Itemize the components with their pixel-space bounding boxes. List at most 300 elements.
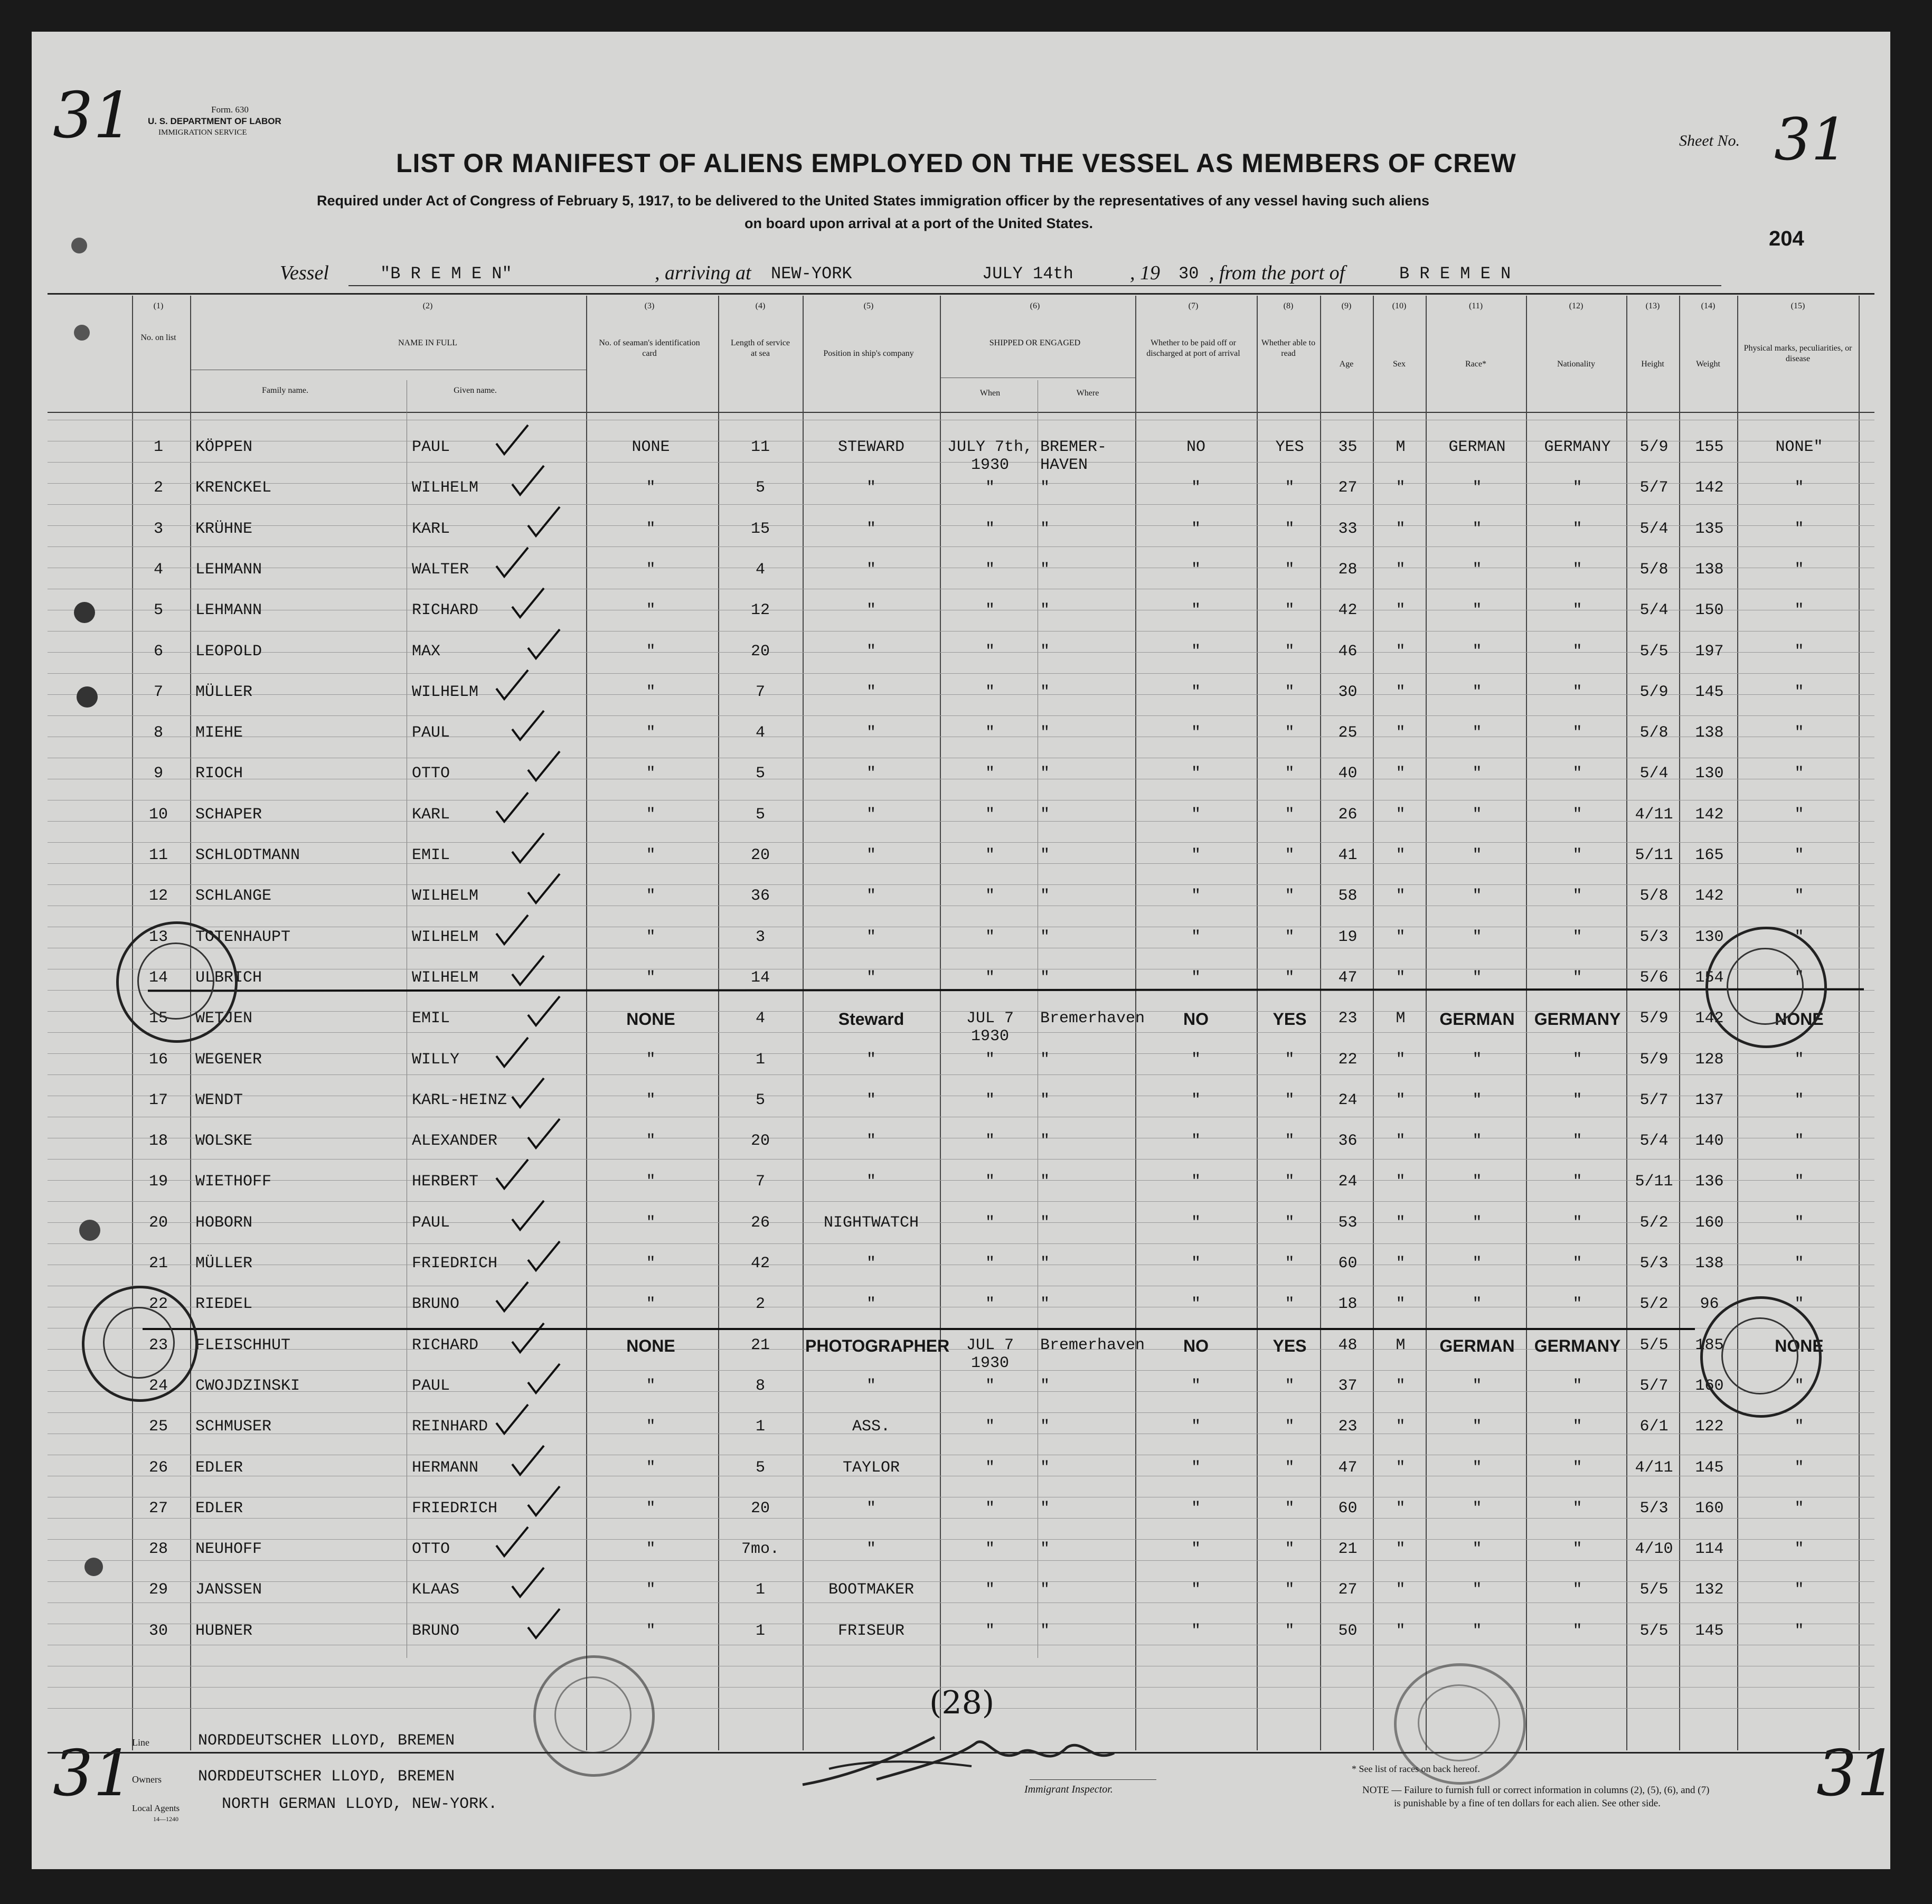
ruled-line — [48, 1201, 1874, 1202]
column-rule — [1257, 296, 1258, 1750]
col4-header: Length of service at sea — [731, 338, 790, 358]
cell-no: 10 — [148, 805, 168, 824]
vessel-name: "B R E M E N" — [380, 264, 512, 284]
cell-sex: " — [1396, 887, 1406, 906]
cell-height: 5/3 — [1639, 928, 1669, 946]
arriving-label: , arriving at — [655, 262, 751, 284]
cell-family: WOLSKE — [195, 1132, 253, 1151]
cell-read: " — [1285, 1418, 1295, 1436]
cell-paid: " — [1191, 887, 1201, 906]
cell-height: 5/7 — [1639, 479, 1669, 497]
cell-read: " — [1285, 1499, 1295, 1517]
cell-position: " — [866, 560, 876, 579]
cell-age: 24 — [1338, 1173, 1358, 1191]
cell-height: 5/4 — [1639, 765, 1669, 783]
cell-marks: " — [1794, 1540, 1804, 1559]
cell-read: " — [1285, 1213, 1295, 1232]
binding-hole — [74, 325, 90, 341]
cell-age: 47 — [1338, 968, 1358, 987]
cell-sex: " — [1396, 968, 1406, 987]
cell-when: " — [985, 1458, 995, 1477]
binding-hole — [84, 1558, 103, 1576]
cell-race: " — [1472, 928, 1482, 946]
cell-card: " — [646, 805, 656, 824]
cell-family: RIOCH — [195, 765, 243, 783]
cell-paid: " — [1191, 520, 1201, 538]
cell-card: " — [646, 1091, 656, 1109]
cell-card: " — [646, 1213, 656, 1232]
cell-paid: " — [1191, 1213, 1201, 1232]
cell-family: MÜLLER — [195, 1255, 253, 1273]
cell-age: 28 — [1338, 560, 1358, 579]
check-mark-icon — [507, 953, 549, 990]
cell-where: Bremerhaven — [1040, 1336, 1145, 1354]
cell-nationality: " — [1572, 642, 1582, 661]
cell-family: FLEISCHHUT — [195, 1336, 291, 1354]
cell-when: " — [985, 520, 995, 538]
cell-where2: HAVEN — [1040, 456, 1088, 474]
cell-sex: " — [1396, 642, 1406, 661]
ruled-line — [48, 1074, 1874, 1075]
cell-race: " — [1472, 1622, 1482, 1640]
cell-age: 18 — [1338, 1295, 1358, 1314]
cell-sex: " — [1396, 1173, 1406, 1191]
from-port: B R E M E N — [1399, 264, 1511, 284]
cell-given: KARL — [412, 805, 450, 824]
cell-position: FRISEUR — [837, 1622, 905, 1640]
cell-no: 23 — [148, 1336, 168, 1354]
cell-read: YES — [1273, 1336, 1307, 1355]
cell-race: " — [1472, 1581, 1482, 1599]
cell-where: " — [1040, 1540, 1050, 1559]
cell-marks: " — [1794, 765, 1804, 783]
cell-height: 5/4 — [1639, 520, 1669, 538]
cell-family: KRÜHNE — [195, 520, 253, 538]
cell-when: " — [985, 805, 995, 824]
cell-race: " — [1472, 1295, 1482, 1314]
manifest-title: LIST OR MANIFEST OF ALIENS EMPLOYED ON THE VESSEL AS MEMBERS OF CREW — [396, 148, 1516, 178]
check-mark-icon — [523, 871, 565, 908]
cell-marks: " — [1794, 1418, 1804, 1436]
col6-when-header: When — [979, 389, 1001, 398]
cell-marks: " — [1794, 968, 1804, 987]
cell-position: BOOTMAKER — [828, 1581, 915, 1599]
check-mark-icon — [523, 1484, 565, 1521]
cell-card: " — [646, 1255, 656, 1273]
cell-nationality: " — [1572, 1091, 1582, 1109]
cell-weight: 165 — [1695, 846, 1724, 864]
cell-race: " — [1472, 1091, 1482, 1109]
cell-marks: " — [1794, 846, 1804, 864]
cell-family: WIETHOFF — [195, 1173, 272, 1191]
cell-service: 7 — [755, 1173, 765, 1191]
cell-where: " — [1040, 560, 1050, 579]
cell-card: " — [646, 560, 656, 579]
owners-value: NORDDEUTSCHER LLOYD, BREMEN — [198, 1768, 455, 1786]
cell-family: HOBORN — [195, 1213, 253, 1232]
cell-given: WILHELM — [412, 683, 479, 701]
cell-no: 18 — [148, 1132, 168, 1151]
cell-weight: 145 — [1695, 1622, 1724, 1640]
cell-where: " — [1040, 683, 1050, 701]
cell-family: EDLER — [195, 1499, 243, 1517]
ruled-line — [48, 673, 1874, 674]
cell-given: KARL — [412, 520, 450, 538]
cell-given: WILHELM — [412, 928, 479, 946]
cell-where: " — [1040, 1377, 1050, 1395]
cell-read: " — [1285, 1050, 1295, 1069]
column-rule — [1679, 296, 1680, 1750]
cell-weight: 136 — [1695, 1173, 1724, 1191]
cell-height: 5/4 — [1639, 1132, 1669, 1151]
cell-height: 4/11 — [1635, 805, 1673, 824]
column-rule — [1320, 296, 1321, 1750]
cell-age: 58 — [1338, 887, 1358, 906]
cell-no: 13 — [148, 928, 168, 946]
cell-card: " — [646, 1499, 656, 1517]
cell-card: " — [646, 1458, 656, 1477]
cell-marks: " — [1794, 1050, 1804, 1069]
arrival-date: JULY 14th — [982, 264, 1073, 284]
cell-when2: 1930 — [970, 1354, 1009, 1372]
cell-where: " — [1040, 1499, 1050, 1517]
cell-marks: " — [1794, 887, 1804, 906]
cell-no: 28 — [148, 1540, 168, 1559]
cell-age: 40 — [1338, 765, 1358, 783]
cell-service: 15 — [750, 520, 770, 538]
cell-card: " — [646, 479, 656, 497]
check-mark-icon — [491, 422, 533, 459]
cell-position: " — [866, 724, 876, 742]
passenger-count: (28) — [929, 1684, 995, 1721]
cell-read: " — [1285, 846, 1295, 864]
cell-no: 30 — [148, 1622, 168, 1640]
cell-height: 5/5 — [1639, 1622, 1669, 1640]
cell-position: " — [866, 1255, 876, 1273]
cell-paid: " — [1191, 1499, 1201, 1517]
cell-nationality: " — [1572, 765, 1582, 783]
cell-weight: 96 — [1700, 1295, 1719, 1314]
cell-where: " — [1040, 1458, 1050, 1477]
cell-card: " — [646, 1050, 656, 1069]
cell-card: NONE — [626, 1010, 675, 1029]
cell-when: " — [985, 1377, 995, 1395]
consulate-stamp — [1705, 927, 1827, 1048]
cell-given: REINHARD — [412, 1418, 488, 1436]
cell-height: 5/8 — [1639, 560, 1669, 579]
cell-age: 36 — [1338, 1132, 1358, 1151]
cell-service: 36 — [750, 887, 770, 906]
cell-card: " — [646, 724, 656, 742]
cell-paid: " — [1191, 1458, 1201, 1477]
cell-marks: " — [1794, 1213, 1804, 1232]
cell-marks: " — [1794, 601, 1804, 620]
cell-given: FRIEDRICH — [412, 1499, 498, 1517]
cell-when: " — [985, 1295, 995, 1314]
check-mark-icon — [507, 1198, 549, 1235]
manifest-sheet — [32, 32, 1897, 1869]
check-mark-icon — [507, 1076, 549, 1113]
cell-when: " — [985, 1213, 995, 1232]
cell-where: " — [1040, 887, 1050, 906]
cell-family: NEUHOFF — [195, 1540, 262, 1559]
cell-family: KRENCKEL — [195, 479, 272, 497]
check-mark-icon — [523, 1606, 565, 1643]
check-mark-icon — [491, 912, 533, 949]
cell-where: " — [1040, 479, 1050, 497]
cell-weight: 137 — [1695, 1091, 1724, 1109]
cell-family: KÖPPEN — [195, 438, 253, 456]
cell-age: 41 — [1338, 846, 1358, 864]
service: IMMIGRATION SERVICE — [158, 128, 247, 137]
cell-nationality: GERMANY — [1534, 1336, 1621, 1355]
cell-weight: 138 — [1695, 724, 1724, 742]
cell-given: EMIL — [412, 846, 450, 864]
cell-service: 5 — [755, 805, 765, 824]
cell-service: 5 — [755, 765, 765, 783]
cell-weight: 135 — [1695, 520, 1724, 538]
col12-number: (12) — [1569, 301, 1584, 310]
cell-marks: NONE" — [1775, 438, 1823, 456]
cell-where: " — [1040, 846, 1050, 864]
cell-position: " — [866, 1050, 876, 1069]
cell-weight: 155 — [1695, 438, 1724, 456]
corner-number-top-left: 31 — [53, 79, 134, 153]
cell-service: 11 — [750, 438, 770, 456]
cell-card: " — [646, 683, 656, 701]
cell-no: 3 — [153, 520, 163, 538]
cell-paid: " — [1191, 1581, 1201, 1599]
col15-header: Physical marks, peculiarities, or disease — [1743, 344, 1852, 363]
cell-nationality: " — [1572, 887, 1582, 906]
check-mark-icon — [491, 1402, 533, 1439]
cell-card: " — [646, 1377, 656, 1395]
cell-paid: " — [1191, 928, 1201, 946]
cell-no: 15 — [148, 1010, 168, 1028]
cell-race: " — [1472, 1173, 1482, 1191]
cell-read: " — [1285, 1091, 1295, 1109]
cell-no: 12 — [148, 887, 168, 906]
cell-card: " — [646, 520, 656, 538]
column-rule — [940, 296, 941, 1750]
cell-race: " — [1472, 642, 1482, 661]
cell-age: 33 — [1338, 520, 1358, 538]
col7-number: (7) — [1188, 301, 1199, 310]
cell-position: " — [866, 805, 876, 824]
cell-card: " — [646, 601, 656, 620]
col13-number: (13) — [1645, 301, 1660, 310]
cell-position: " — [866, 1132, 876, 1151]
cell-card: " — [646, 1295, 656, 1314]
cell-service: 5 — [755, 1458, 765, 1477]
cell-when: " — [985, 724, 995, 742]
cell-where: " — [1040, 1050, 1050, 1069]
cell-age: 22 — [1338, 1050, 1358, 1069]
check-mark-icon — [523, 749, 565, 786]
cell-paid: " — [1191, 479, 1201, 497]
check-mark-icon — [507, 1443, 549, 1480]
cell-age: 24 — [1338, 1091, 1358, 1109]
column-rule — [718, 296, 719, 1750]
cell-position: " — [866, 1173, 876, 1191]
cell-nationality: " — [1572, 846, 1582, 864]
col14-header: Weight — [1696, 360, 1720, 369]
cell-no: 20 — [148, 1213, 168, 1232]
inspector-label: Immigrant Inspector. — [1024, 1784, 1113, 1795]
col1-header: No. on list — [140, 333, 176, 342]
column-rule — [1373, 296, 1374, 1750]
cell-sex: " — [1396, 1255, 1406, 1273]
penalty-note-line-2: is punishable by a fine of ten dollars for each alien. See other side. — [1394, 1798, 1661, 1809]
cell-card: " — [646, 1540, 656, 1559]
cell-given: ALEXANDER — [412, 1132, 498, 1151]
cell-position: " — [866, 1091, 876, 1109]
cell-service: 20 — [750, 846, 770, 864]
cell-when: " — [985, 1540, 995, 1559]
cell-height: 5/5 — [1639, 642, 1669, 661]
cell-sex: " — [1396, 520, 1406, 538]
check-mark-icon — [523, 1116, 565, 1153]
column-rule — [1859, 296, 1860, 1750]
cell-race: " — [1472, 968, 1482, 987]
cell-race: GERMAN — [1439, 1336, 1515, 1355]
cell-race: " — [1472, 1458, 1482, 1477]
col15-number: (15) — [1790, 301, 1805, 310]
cell-weight: 138 — [1695, 1255, 1724, 1273]
column-rule — [1526, 296, 1527, 1750]
cell-given: FRIEDRICH — [412, 1255, 498, 1273]
cell-paid: " — [1191, 1377, 1201, 1395]
cell-paid: " — [1191, 642, 1201, 661]
cell-no: 2 — [153, 479, 163, 497]
col8-header: Whether able to read — [1261, 338, 1316, 358]
cell-family: SCHLANGE — [195, 887, 272, 906]
cell-where: " — [1040, 1173, 1050, 1191]
cell-given: KLAAS — [412, 1581, 460, 1599]
cell-sex: " — [1396, 683, 1406, 701]
cell-height: 5/3 — [1639, 1255, 1669, 1273]
cell-position: " — [866, 928, 876, 946]
cell-where: " — [1040, 1622, 1050, 1640]
cell-where: " — [1040, 1091, 1050, 1109]
cell-marks: " — [1794, 1458, 1804, 1477]
cell-service: 1 — [755, 1622, 765, 1640]
cell-service: 2 — [755, 1295, 765, 1314]
ruled-line — [48, 715, 1874, 716]
cell-given: BRUNO — [412, 1295, 460, 1314]
cell-weight: 154 — [1695, 968, 1724, 987]
cell-race: " — [1472, 1255, 1482, 1273]
cell-given: PAUL — [412, 724, 450, 742]
cell-race: " — [1472, 1499, 1482, 1517]
cell-card: " — [646, 1622, 656, 1640]
cell-given: WILHELM — [412, 887, 479, 906]
cell-race: GERMAN — [1448, 438, 1506, 456]
col6-number: (6) — [1030, 301, 1040, 310]
cell-read: " — [1285, 887, 1295, 906]
ruled-line — [48, 1243, 1874, 1244]
cell-sex: " — [1396, 560, 1406, 579]
cell-weight: 132 — [1695, 1581, 1724, 1599]
cell-family: LEHMANN — [195, 601, 262, 620]
cell-marks: " — [1794, 1173, 1804, 1191]
check-mark-icon — [507, 586, 549, 623]
col2-given-header: Given name. — [454, 386, 497, 395]
cell-service: 4 — [755, 560, 765, 579]
cell-when: JUL 7 — [966, 1010, 1014, 1028]
cell-when: " — [985, 887, 995, 906]
cell-family: WENDT — [195, 1091, 243, 1109]
cell-age: 60 — [1338, 1499, 1358, 1517]
cell-race: " — [1472, 846, 1482, 864]
cell-service: 3 — [755, 928, 765, 946]
cell-when: JULY 7th, — [947, 438, 1033, 456]
cell-weight: 160 — [1695, 1499, 1724, 1517]
cell-height: 5/11 — [1635, 1173, 1673, 1191]
col9-header: Age — [1339, 360, 1354, 369]
cell-given: PAUL — [412, 438, 450, 456]
ruled-line — [48, 884, 1874, 885]
cell-weight: 185 — [1695, 1336, 1724, 1354]
ruled-line — [48, 1539, 1874, 1540]
cell-age: 35 — [1338, 438, 1358, 456]
cell-read: " — [1285, 683, 1295, 701]
cell-sex: " — [1396, 724, 1406, 742]
cell-age: 27 — [1338, 479, 1358, 497]
ruled-line — [48, 1518, 1874, 1519]
cell-sex: " — [1396, 805, 1406, 824]
cell-no: 11 — [148, 846, 168, 864]
cell-service: 5 — [755, 479, 765, 497]
cell-service: 4 — [755, 1010, 765, 1028]
cell-card: " — [646, 642, 656, 661]
cell-weight: 138 — [1695, 560, 1724, 579]
cell-where: " — [1040, 642, 1050, 661]
cell-read: " — [1285, 1173, 1295, 1191]
cell-card: " — [646, 928, 656, 946]
cell-race: " — [1472, 887, 1482, 906]
cell-height: 5/2 — [1639, 1295, 1669, 1314]
binding-hole — [74, 602, 95, 623]
col9-number: (9) — [1341, 301, 1352, 310]
cell-when: " — [985, 601, 995, 620]
cell-where: " — [1040, 520, 1050, 538]
cell-marks: " — [1794, 479, 1804, 497]
cell-age: 53 — [1338, 1213, 1358, 1232]
cell-card: " — [646, 1173, 656, 1191]
cell-weight: 142 — [1695, 805, 1724, 824]
cell-family: LEOPOLD — [195, 642, 262, 661]
cell-marks: " — [1794, 642, 1804, 661]
cell-paid: " — [1191, 601, 1201, 620]
cell-weight: 142 — [1695, 479, 1724, 497]
col2-header: NAME IN FULL — [398, 338, 457, 347]
cell-weight: 160 — [1695, 1213, 1724, 1232]
cell-given: PAUL — [412, 1377, 450, 1395]
cell-position: " — [866, 968, 876, 987]
cell-nationality: " — [1572, 1458, 1582, 1477]
cell-paid: " — [1191, 805, 1201, 824]
department: U. S. DEPARTMENT OF LABOR — [148, 116, 281, 126]
cell-race: " — [1472, 724, 1482, 742]
cell-paid: " — [1191, 560, 1201, 579]
cell-card: " — [646, 968, 656, 987]
cell-race: " — [1472, 1418, 1482, 1436]
cell-service: 20 — [750, 642, 770, 661]
cell-read: YES — [1275, 438, 1304, 456]
cell-when: " — [985, 683, 995, 701]
cell-when: " — [985, 928, 995, 946]
